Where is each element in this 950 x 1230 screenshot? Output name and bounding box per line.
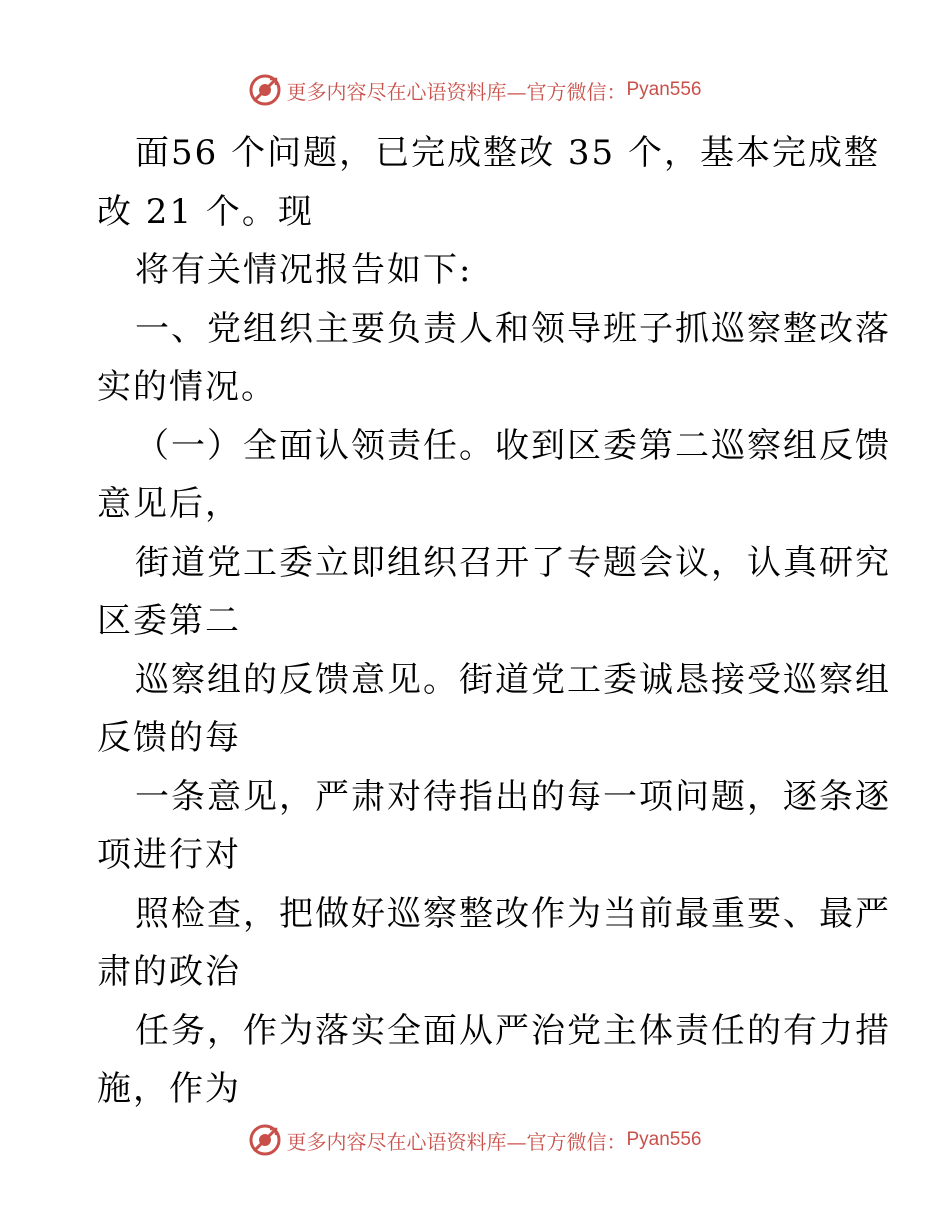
subsection-heading: （一）全面认领责任。收到区委第二巡察组反馈 bbox=[135, 425, 891, 466]
banner-text: 更多内容尽在心语资料库—官方微信： bbox=[286, 1129, 627, 1154]
text-line: 区委第二 bbox=[97, 601, 241, 641]
logo-icon bbox=[248, 73, 282, 107]
text-line: 照检查，把做好巡察整改作为当前最重要、最严 bbox=[135, 893, 891, 934]
text-line: 反馈的每 bbox=[97, 718, 241, 758]
text-line: 将有关情况报告如下: bbox=[135, 250, 473, 290]
text-line: 面56 个问题，已完成整改 35 个，基本完成整 bbox=[135, 133, 880, 173]
banner-text: 更多内容尽在心语资料库—官方微信： bbox=[286, 79, 627, 104]
text-line: 巡察组的反馈意见。街道党工委诚恳接受巡察组 bbox=[135, 659, 891, 700]
header-watermark-banner bbox=[0, 70, 950, 110]
text-line: 意见后， bbox=[97, 484, 241, 524]
text-line: 项进行对 bbox=[97, 835, 241, 875]
banner-wechat-id: Pyan556 bbox=[626, 1129, 702, 1150]
text-line: 施，作为 bbox=[97, 1069, 241, 1109]
logo-icon bbox=[248, 1123, 282, 1157]
text-line: 改 21 个。现 bbox=[97, 191, 314, 232]
section-heading-cont: 实的情况。 bbox=[97, 367, 277, 407]
footer-watermark-banner bbox=[0, 1120, 950, 1160]
section-heading: 一、党组织主要负责人和领导班子抓巡察整改落 bbox=[135, 308, 891, 349]
text-line: 一条意见，严肃对待指出的每一项问题，逐条逐 bbox=[135, 776, 891, 817]
text-line: 任务，作为落实全面从严治党主体责任的有力措 bbox=[135, 1010, 891, 1051]
document-body bbox=[97, 124, 891, 1119]
banner-wechat-id: Pyan556 bbox=[626, 79, 702, 100]
text-line: 肃的政治 bbox=[97, 952, 241, 992]
text-line: 街道党工委立即组织召开了专题会议，认真研究 bbox=[135, 542, 891, 583]
